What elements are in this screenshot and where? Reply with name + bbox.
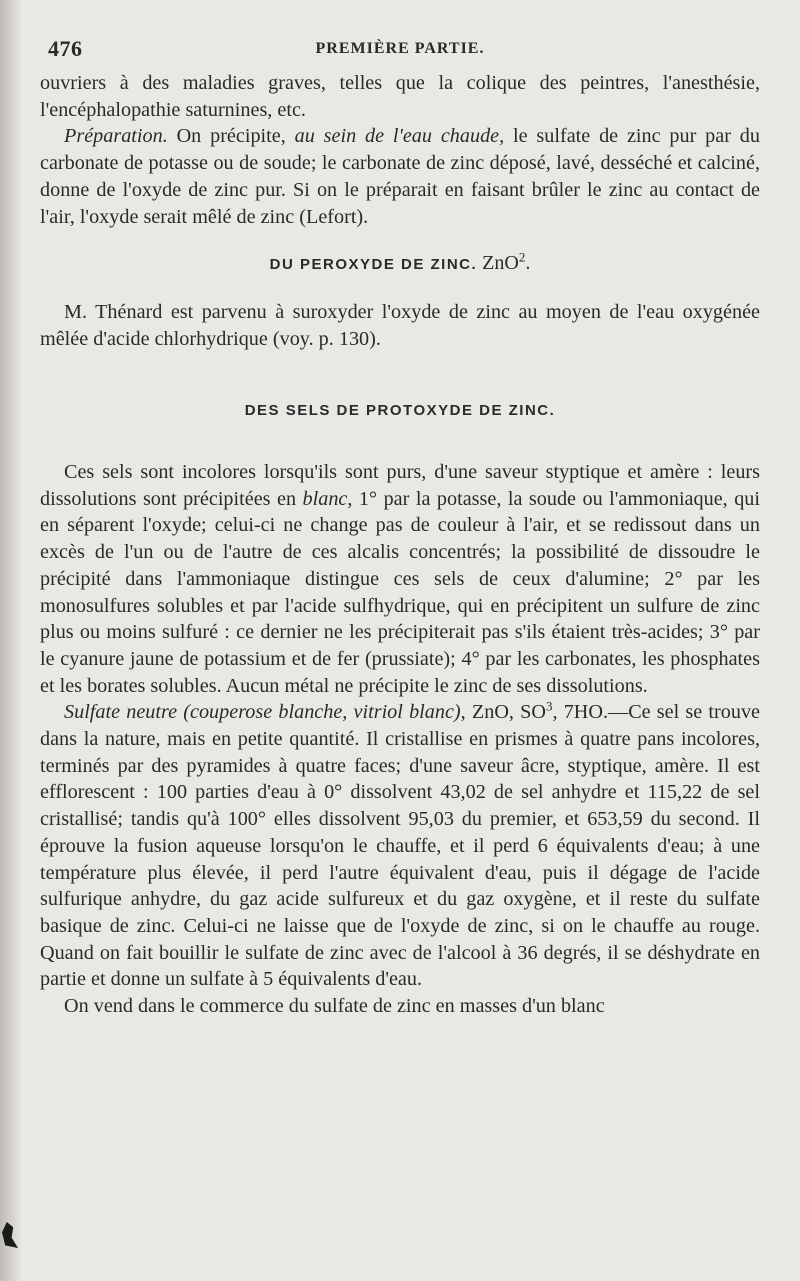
paragraph-text: M. Thénard est parvenu à suroxyder l'oxyde de zinc au moyen de l'eau oxygénée mêlée d'acide chlorhydrique (voy. p. 130). [40, 300, 760, 350]
paragraph-sulfate [40, 699, 760, 993]
paragraph-preparation [40, 123, 760, 230]
sulfate-formula-b: , 7HO. [552, 701, 608, 724]
paragraph-sels [40, 459, 760, 699]
heading-end: . [525, 252, 531, 275]
preparation-text-a: On précipite, [167, 125, 295, 148]
preparation-label: Préparation. [64, 125, 168, 148]
sulfate-italic: Sulfate neutre (couperose blanche, vitriol blanc) [64, 701, 461, 724]
paragraph-thenard [40, 299, 760, 352]
sulfate-text: —Ce sel se trouve dans la nature, mais en petite quantité. Il cristallise en prismes à quatre pans incolores, terminés par des pyramides à quatre faces; d'une saveur âcre, styptique, amère. Il est efflorescent : 100 parties d'eau à 0° dissolvent 43,02 de sel anhydre et 115,22 de sel cristallisé; tandis qu'à 100° elles dissolvent 95,03 du premier, et 653,59 du second. Il éprouve la fusion aqueuse lorsqu'on le chauffe, et il perd 6 équivalents d'eau; à une température plus élevée, il perd l'autre équivalent d'eau, puis il dégage de l'acide sulfurique anhydre, du gaz acide sulfureux et du gaz oxygène, et il reste du sulfate basique de zinc. Celui-ci ne laisse que de l'oxyde de zinc, si on le chauffe au rouge. Quand on fait bouillir le sulfate de zinc avec de l'alcool à 36 degrés, il se déshydrate en partie et donne un sulfate à 5 équivalents d'eau. [40, 701, 760, 991]
paragraph-commerce [40, 993, 760, 1020]
sels-italic: blanc [302, 487, 348, 510]
paragraph-text: ouvriers à des maladies graves, telles que la colique des peintres, l'anesthésie, l'encéphalopathie saturnines, etc. [40, 72, 760, 121]
running-head [40, 36, 760, 66]
heading-formula-sup: 2 [518, 249, 526, 265]
sels-text-b: , 1° par la potasse, la soude ou l'ammoniaque, qui en séparent l'oxyde; celui-ci ne change pas de couleur à l'air, et se redissout dans un excès de l'un ou de l'autre de ces alcalis concentrés; la possibilité de dissoudre le précipité dans l'ammoniaque distingue ces sels de ceux d'alumine; 2° par les monosulfures solubles et par l'acide sulfhydrique, qui en précipitent un sulfure de zinc plus ou moins sulfuré : ce dernier ne les précipiterait pas s'ils étaient très-acides; 3° par le cyanure jaune de potassium et de fer (prussiate); 4° par les carbonates, les phosphates et les borates solubles. Aucun métal ne précipite le zinc de ses dissolutions. [40, 487, 760, 697]
sels-text-a: Ces sels sont incolores lorsqu'ils sont purs, d'une saveur styptique et amère : leurs dissolutions sont précipitées en [40, 461, 760, 510]
preparation-text-b: le sulfate de zinc pur par du carbonate de potasse ou de soude; le carbonate de zinc déposé, lavé, desséché et calciné, donne de l'oxyde de zinc pur. Si on le préparait en faisant brûler le zinc au contact de l'air, l'oxyde serait mêlé de zinc (Lefort). [40, 125, 760, 228]
paragraph-continuation [40, 70, 760, 123]
section-heading-peroxyde [40, 250, 760, 279]
preparation-italic: au sein de l'eau chaude, [294, 125, 505, 148]
sulfate-formula-a: , ZnO, SO [460, 701, 546, 724]
running-title: PREMIÈRE PARTIE. [315, 40, 485, 57]
paragraph-text: On vend dans le commerce du sulfate de zinc en masses d'un blanc [64, 995, 605, 1018]
heading-caps: DU PEROXYDE DE ZINC. [269, 256, 478, 274]
heading-caps: DES SELS DE PROTOXYDE DE ZINC. [244, 402, 556, 420]
page-number: 476 [48, 36, 83, 61]
heading-formula: ZnO [482, 252, 519, 275]
sulfate-formula-sup: 3 [545, 698, 553, 714]
section-heading-sels [40, 396, 760, 425]
